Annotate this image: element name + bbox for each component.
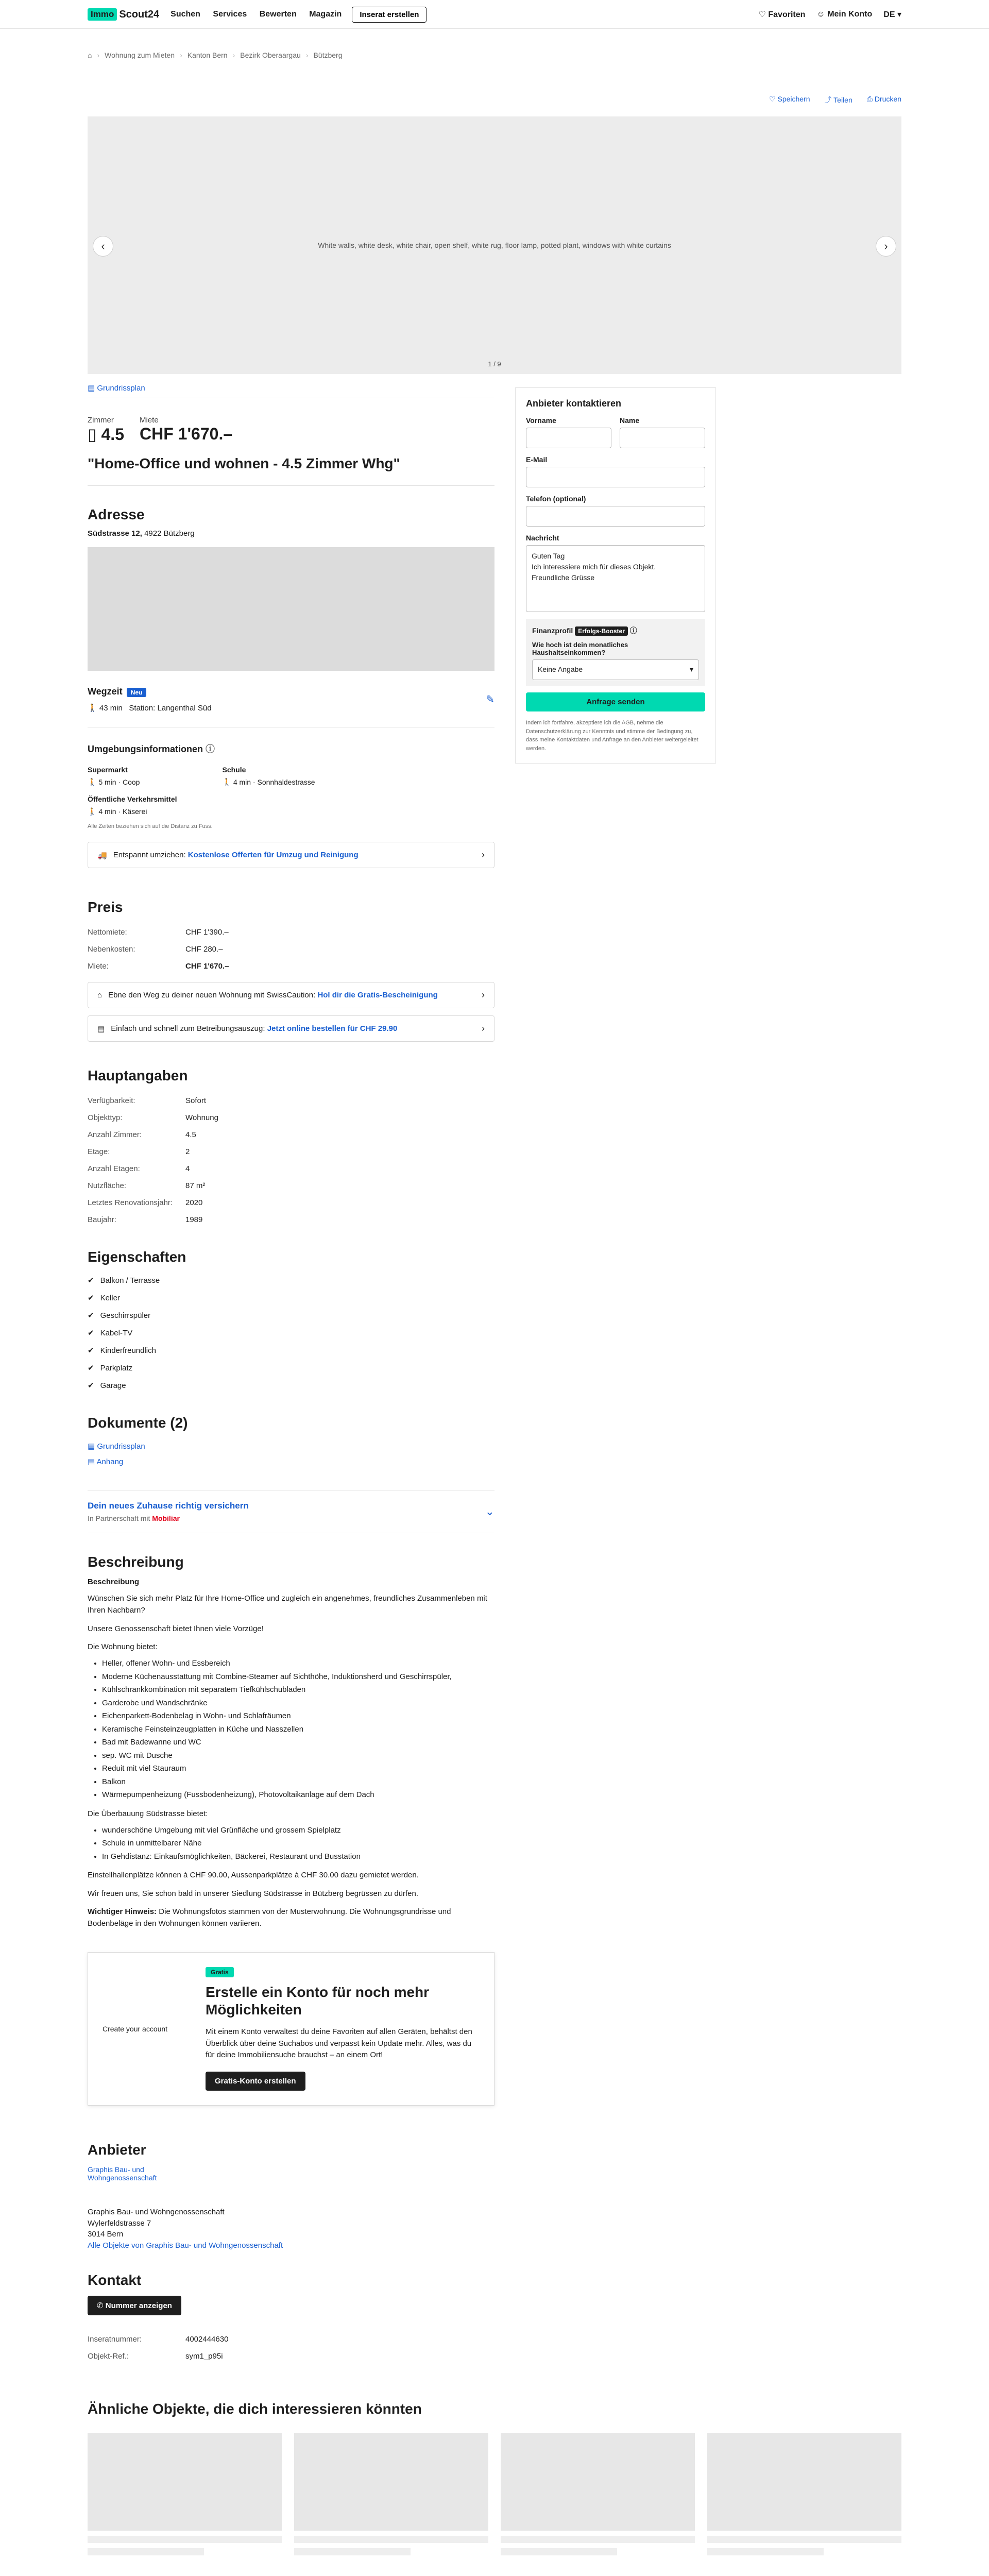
fact-value: Sofort xyxy=(185,1096,207,1105)
floorplan-link-label: Grundrissplan xyxy=(97,384,145,393)
account-promo xyxy=(88,1952,494,2106)
home-icon[interactable]: ⌂ xyxy=(88,51,92,59)
chevron-right-icon: › xyxy=(482,990,485,1000)
chevron-right-icon: › xyxy=(482,850,485,860)
nav-magazin[interactable]: Magazin xyxy=(309,10,342,19)
check-icon: ✔ xyxy=(88,1346,94,1355)
skeleton-line xyxy=(707,2536,901,2543)
print-label: Drucken xyxy=(874,95,901,103)
phone-label: Telefon (optional) xyxy=(526,495,586,503)
school-value xyxy=(222,778,315,787)
income-select[interactable] xyxy=(532,659,699,680)
gallery-next-button[interactable] xyxy=(876,236,896,257)
map[interactable] xyxy=(88,547,494,671)
swisscaution-text xyxy=(108,991,438,999)
top-header xyxy=(0,0,989,29)
school-label: Schule xyxy=(222,766,246,774)
similar-card-image xyxy=(707,2433,901,2531)
save-button[interactable] xyxy=(769,95,810,105)
promo-image-alt: Create your account xyxy=(103,2025,168,2033)
documents-heading: Dokumente (2) xyxy=(88,1415,188,1431)
description-paragraph: Wir freuen uns, Sie schon bald in unserer Siedlung Südstrasse in Bützberg begrüssen zu dürfen. xyxy=(88,1889,419,1898)
price-value: CHF 1'390.– xyxy=(185,928,229,937)
check-icon: ✔ xyxy=(88,1381,94,1390)
help-icon[interactable]: ⓘ xyxy=(629,626,637,635)
ref-value: sym1_p95i xyxy=(185,2351,223,2361)
description-list xyxy=(102,1824,494,1863)
features-heading: Eigenschaften xyxy=(88,1249,186,1265)
fact-value: 4.5 xyxy=(185,1130,196,1139)
promo-image xyxy=(103,1967,185,2091)
moving-offer-intro: Entspannt umziehen: xyxy=(113,851,186,859)
feature-item xyxy=(88,1289,494,1307)
favorites-link[interactable] xyxy=(759,9,806,20)
list-item: • Balkon xyxy=(102,1775,494,1789)
walk-icon: 🚶 xyxy=(222,778,231,786)
moving-offer-text xyxy=(113,851,359,859)
provider-city: 3014 Bern xyxy=(88,2230,124,2239)
share-label: Teilen xyxy=(833,96,852,104)
swisscaution-card[interactable] xyxy=(88,982,494,1008)
fact-key: Letztes Renovationsjahr: xyxy=(88,1198,173,1207)
description-paragraph xyxy=(88,1906,494,1930)
fact-key: Anzahl Etagen: xyxy=(88,1164,140,1173)
fact-value: 2 xyxy=(185,1147,190,1156)
feature-label: Garage xyxy=(100,1381,126,1390)
show-number-button[interactable] xyxy=(88,2296,181,2315)
list-item: • Kühlschrankkombination mit separatem Tiefkühlschubladen xyxy=(102,1683,494,1697)
fact-value: 87 m² xyxy=(185,1181,206,1190)
walk-icon: 🚶 xyxy=(88,778,97,786)
description-subheading: Beschreibung xyxy=(88,1578,140,1586)
gallery-image-alt: White walls, white desk, white chair, open shelf, white rug, floor lamp, potted plant, windows with white curtains xyxy=(318,241,671,249)
listing-actions xyxy=(88,95,901,105)
info-icon[interactable]: ⓘ xyxy=(206,744,215,754)
address-section xyxy=(88,506,494,671)
route-info xyxy=(88,703,212,713)
document-icon: ▤ xyxy=(97,1024,105,1033)
document-label: Grundrissplan xyxy=(97,1442,145,1451)
insurance-partner-label: In Partnerschaft mit xyxy=(88,1514,150,1522)
language-label: DE xyxy=(883,10,895,19)
table-row xyxy=(88,958,229,975)
print-icon: ⎙ xyxy=(866,95,873,103)
logo[interactable]: Immo Scout24 xyxy=(88,8,159,21)
list-item: • Reduit mit viel Stauraum xyxy=(102,1762,494,1775)
table-row xyxy=(88,1092,218,1109)
main-nav xyxy=(170,10,352,19)
ref-value: 4002444630 xyxy=(185,2334,229,2344)
fact-key: Etage: xyxy=(88,1147,110,1156)
contact-form xyxy=(515,387,716,764)
feature-item xyxy=(88,1342,494,1359)
door-icon: ▯ xyxy=(88,425,97,444)
table-row xyxy=(88,1143,218,1160)
document-link[interactable] xyxy=(88,1438,494,1454)
school-text: 4 min · Sonnhaldestrasse xyxy=(233,778,315,786)
list-item: • wunderschöne Umgebung mit viel Grünfläche und grossem Spielplatz xyxy=(102,1824,494,1837)
nav-bewerten[interactable]: Bewerten xyxy=(259,10,297,19)
breadcrumb xyxy=(88,42,901,68)
table-row xyxy=(88,941,229,958)
skeleton-line xyxy=(88,2536,282,2543)
ref-key: Inseratnummer: xyxy=(88,2334,142,2344)
transport-value xyxy=(88,807,494,816)
fact-key: Nutzfläche: xyxy=(88,1181,127,1190)
breadcrumb-item[interactable]: Wohnung zum Mieten xyxy=(105,51,175,59)
price-heading: Preis xyxy=(88,899,123,915)
favorites-label: Favoriten xyxy=(768,10,806,19)
feature-item xyxy=(88,1272,494,1289)
image-gallery[interactable] xyxy=(88,116,901,374)
edit-route-icon[interactable]: ✎ xyxy=(486,694,494,705)
account-link[interactable] xyxy=(816,10,872,19)
description-paragraph: Wünschen Sie sich mehr Platz für Ihre Home-Office und zugleich ein angenehmes, freundliches Zusammenleben mit Ihren Nachbarn? xyxy=(88,1594,487,1615)
document-icon: ▤ xyxy=(88,384,95,393)
gallery-prev-button[interactable] xyxy=(93,236,113,257)
provider-name: Graphis Bau- und Wohngenossenschaft xyxy=(88,2207,225,2216)
route-time: 43 min xyxy=(99,704,123,713)
similar-card[interactable] xyxy=(88,2433,282,2555)
skeleton-line xyxy=(707,2548,824,2555)
table-row xyxy=(88,1126,218,1143)
description-paragraph: Die Überbauung Südstrasse bietet: xyxy=(88,1809,208,1818)
transport-text: 4 min · Käserei xyxy=(98,807,147,816)
print-button[interactable] xyxy=(867,95,901,105)
phone-icon: ✆ xyxy=(97,2301,104,2310)
swisscaution-intro: Ebne den Weg zu deiner neuen Wohnung mit SwissCaution: xyxy=(108,991,316,999)
address-street: Südstrasse 12, xyxy=(88,529,142,538)
facts-section xyxy=(88,1067,494,1228)
price-value: CHF 280.– xyxy=(185,945,223,954)
truck-icon: 🚚 xyxy=(97,851,107,860)
list-item: • Keramische Feinsteinzeugplatten in Küche und Nasszellen xyxy=(102,1723,494,1736)
route-station: Station: Langenthal Süd xyxy=(129,704,212,713)
feature-label: Parkplatz xyxy=(100,1363,133,1372)
table-row xyxy=(88,924,229,941)
share-icon: ⤴ xyxy=(824,96,832,104)
features-section xyxy=(88,1249,494,1394)
message-field[interactable]: Guten Tag Ich interessiere mich für dieses Objekt. Freundliche Grüsse xyxy=(526,545,705,612)
skeleton-line xyxy=(294,2548,411,2555)
feature-item xyxy=(88,1307,494,1324)
price-key: Nettomiete: xyxy=(88,928,127,937)
breadcrumb-item[interactable]: Bützberg xyxy=(313,51,343,59)
check-icon: ✔ xyxy=(88,1364,94,1372)
list-item: • Eichenparkett-Bodenbelag in Wohn- und Schlafräumen xyxy=(102,1709,494,1723)
list-item: • sep. WC mit Dusche xyxy=(102,1749,494,1762)
firstname-label: Vorname xyxy=(526,416,556,425)
fact-value: 1989 xyxy=(185,1215,203,1224)
check-icon: ✔ xyxy=(88,1294,94,1302)
rent-value: CHF 1'670.– xyxy=(139,425,233,443)
email-field[interactable] xyxy=(526,467,705,487)
contact-section xyxy=(88,2272,494,2365)
contact-form-heading: Anbieter kontaktieren xyxy=(526,398,622,409)
price-table xyxy=(88,924,229,975)
account-label: Mein Konto xyxy=(827,10,873,19)
table-row xyxy=(88,1177,218,1194)
similar-card-image xyxy=(501,2433,695,2531)
documents-section xyxy=(88,1415,494,1469)
surroundings-heading xyxy=(88,742,494,755)
list-item: • In Gehdistanz: Einkaufsmöglichkeiten, Bäckerei, Restaurant und Busstation xyxy=(102,1850,494,1863)
contact-heading: Kontakt xyxy=(88,2272,142,2288)
description-paragraph: Die Wohnung bietet: xyxy=(88,1642,158,1651)
chevron-right-icon: › xyxy=(884,240,888,252)
breadcrumb-separator: › xyxy=(232,51,235,59)
supermarket-value xyxy=(88,778,140,787)
booster-badge: Erfolgs-Booster xyxy=(575,626,628,636)
feature-label: Kabel-TV xyxy=(100,1328,133,1337)
gallery-counter: 1 / 9 xyxy=(488,360,501,368)
transport-label: Öffentliche Verkehrsmittel xyxy=(88,795,177,803)
description-paragraph: Unsere Genossenschaft bietet Ihnen viele Vorzüge! xyxy=(88,1624,264,1633)
supermarket-text: 5 min · Coop xyxy=(98,778,140,786)
form-disclaimer: Indem ich fortfahre, akzeptiere ich die AGB, nehme die Datenschutzerklärung zur Kenntnis und stimme der Bedingung zu, dass meine Kontaktdaten und Anfrage an den Anbieter weitergeleitet werden. xyxy=(526,720,698,752)
similar-heading: Ähnliche Objekte, die dich interessieren könnten xyxy=(88,2400,422,2417)
income-value: Keine Angabe xyxy=(538,665,583,673)
house-icon: ⌂ xyxy=(97,991,103,999)
fact-key: Objekttyp: xyxy=(88,1113,123,1122)
insurance-banner[interactable] xyxy=(88,1490,494,1533)
heart-icon: ♡ xyxy=(758,10,766,19)
new-badge: Neu xyxy=(127,688,147,697)
send-request-button[interactable]: Anfrage senden xyxy=(526,692,705,711)
debt-extract-text xyxy=(111,1024,397,1033)
debt-extract-card[interactable] xyxy=(88,1015,494,1042)
price-value: CHF 1'670.– xyxy=(185,962,229,971)
similar-card-image xyxy=(294,2433,488,2531)
rooms-value: 4.5 xyxy=(101,425,124,444)
mobiliar-logo: Mobiliar xyxy=(152,1514,180,1522)
list-item: • Bad mit Badewanne und WC xyxy=(102,1736,494,1749)
table-row xyxy=(88,1109,218,1126)
breadcrumb-separator: › xyxy=(180,51,182,59)
heart-icon: ♡ xyxy=(769,95,776,103)
supermarket-label: Supermarkt xyxy=(88,766,128,774)
important-note-label: Wichtiger Hinweis: xyxy=(88,1907,157,1916)
chevron-left-icon: ‹ xyxy=(101,240,105,252)
contact-form-column xyxy=(515,387,716,2365)
check-icon: ✔ xyxy=(88,1311,94,1320)
table-row xyxy=(88,1194,218,1211)
fact-key: Anzahl Zimmer: xyxy=(88,1130,142,1139)
walk-icon: 🚶 xyxy=(88,704,97,713)
feature-label: Keller xyxy=(100,1293,120,1302)
skeleton-line xyxy=(294,2536,488,2543)
provider-all-listings-link[interactable]: Alle Objekte von Graphis Bau- und Wohngenossenschaft xyxy=(88,2241,283,2250)
provider-logo[interactable]: Graphis Bau- und Wohngenossenschaft xyxy=(88,2165,157,2182)
surroundings-note: Alle Zeiten beziehen sich auf die Distanz zu Fuss. xyxy=(88,823,213,829)
lastname-label: Name xyxy=(620,416,640,425)
document-link[interactable] xyxy=(88,1454,494,1469)
fact-value: 4 xyxy=(185,1164,190,1173)
important-note-text: Die Wohnungsfotos stammen von der Musterwohnung. Die Wohnungsgrundrisse und Bodenbeläge in den Wohnungen können variieren. xyxy=(88,1907,451,1928)
list-item: • Garderobe und Wandschränke xyxy=(102,1697,494,1710)
list-item: • Schule in unmittelbarer Nähe xyxy=(102,1837,494,1850)
key-facts xyxy=(88,416,494,444)
table-row xyxy=(88,2348,228,2365)
description-heading: Beschreibung xyxy=(88,1554,184,1570)
similar-card[interactable] xyxy=(294,2433,488,2555)
list-item: • Moderne Küchenausstattung mit Combine-Steamer auf Sichthöhe, Induktionsherd und Geschirrspüler, xyxy=(102,1670,494,1684)
similar-card-image xyxy=(88,2433,282,2531)
chevron-down-icon: ▾ xyxy=(689,665,693,673)
table-row xyxy=(88,2331,228,2348)
breadcrumb-separator: › xyxy=(305,51,309,59)
language-select[interactable]: DE ▾ xyxy=(883,10,901,19)
document-label: Anhang xyxy=(96,1458,124,1466)
promo-title: Erstelle ein Konto für noch mehr Möglichkeiten xyxy=(206,1984,430,2018)
surroundings-section xyxy=(88,727,494,829)
surroundings-grid xyxy=(88,766,494,787)
similar-card[interactable] xyxy=(707,2433,901,2555)
lastname-field[interactable] xyxy=(620,428,705,448)
create-account-button[interactable]: Gratis-Konto erstellen xyxy=(206,2072,305,2091)
similar-section xyxy=(88,2401,901,2555)
email-label: E-Mail xyxy=(526,455,548,464)
list-item: • Wärmepumpenheizung (Fussbodenheizung), Photovoltaikanlage auf dem Dach xyxy=(102,1788,494,1802)
skeleton-line xyxy=(501,2548,617,2555)
income-question: Wie hoch ist dein monatliches Haushaltseinkommen? xyxy=(532,641,628,656)
user-icon: ☺ xyxy=(816,10,825,19)
nav-services[interactable]: Services xyxy=(213,10,247,19)
facts-table xyxy=(88,1092,218,1228)
create-listing-button[interactable]: Inserat erstellen xyxy=(352,7,427,23)
document-icon: ▤ xyxy=(88,1442,95,1451)
fact-value: Wohnung xyxy=(185,1113,218,1122)
chevron-down-icon: ⌄ xyxy=(485,1505,494,1518)
surroundings-heading-text: Umgebungsinformationen xyxy=(88,744,203,754)
finance-profile xyxy=(526,619,705,686)
nav-suchen[interactable]: Suchen xyxy=(170,10,200,19)
similar-card[interactable] xyxy=(501,2433,695,2555)
document-icon: ▤ xyxy=(88,1458,95,1466)
route-heading: Wegzeit xyxy=(88,686,123,697)
facts-heading: Hauptangaben xyxy=(88,1067,188,1083)
save-label: Speichern xyxy=(777,95,810,103)
description-paragraph: Einstellhallenplätze können à CHF 90.00, Aussenparkplätze à CHF 30.00 dazu gemietet werden. xyxy=(88,1871,419,1880)
insurance-partner xyxy=(88,1514,249,1522)
phone-field[interactable] xyxy=(526,506,705,527)
skeleton-line xyxy=(501,2536,695,2543)
floorplan-link[interactable] xyxy=(88,378,494,398)
breadcrumb-item[interactable]: Bezirk Oberaargau xyxy=(240,51,301,59)
table-row xyxy=(88,1160,218,1177)
moving-offer-link: Kostenlose Offerten für Umzug und Reinigung xyxy=(187,851,359,859)
description-section xyxy=(88,1554,494,1929)
breadcrumb-separator: › xyxy=(97,51,100,59)
feature-label: Kinderfreundlich xyxy=(100,1346,156,1355)
feature-item xyxy=(88,1377,494,1394)
skeleton-line xyxy=(88,2548,204,2555)
share-button[interactable] xyxy=(825,95,852,105)
price-key: Miete: xyxy=(88,962,109,971)
message-label: Nachricht xyxy=(526,534,559,542)
swisscaution-link: Hol dir die Gratis-Bescheinigung xyxy=(317,991,438,999)
price-key: Nebenkosten: xyxy=(88,945,135,954)
rooms-label: Zimmer xyxy=(88,416,114,425)
feature-item xyxy=(88,1359,494,1377)
reference-table xyxy=(88,2331,228,2365)
walk-icon: 🚶 xyxy=(88,807,97,816)
check-icon: ✔ xyxy=(88,1276,94,1285)
ref-key: Objekt-Ref.: xyxy=(88,2351,129,2361)
gratis-badge: Gratis xyxy=(206,1967,234,1977)
feature-label: Balkon / Terrasse xyxy=(100,1276,160,1285)
provider-heading: Anbieter xyxy=(88,2141,146,2158)
rent-label: Miete xyxy=(139,416,159,425)
chevron-right-icon: › xyxy=(482,1023,485,1033)
list-item: • Heller, offener Wohn- und Essbereich xyxy=(102,1657,494,1670)
promo-text: Mit einem Konto verwaltest du deine Favoriten auf allen Geräten, behältst den Überblick über deine Suchabos und verpasst kein Update mehr. Alles, was du für deine Immobiliensuche brauchst – an einem Ort! xyxy=(206,2027,472,2060)
show-number-label: Nummer anzeigen xyxy=(105,2301,172,2310)
listing-title: "Home-Office und wohnen - 4.5 Zimmer Whg" xyxy=(88,455,494,486)
feature-label: Geschirrspüler xyxy=(100,1311,151,1320)
check-icon: ✔ xyxy=(88,1329,94,1337)
breadcrumb-item[interactable]: Kanton Bern xyxy=(187,51,228,59)
table-row xyxy=(88,1211,218,1228)
provider-section xyxy=(88,2142,494,2251)
firstname-field[interactable] xyxy=(526,428,611,448)
route-section xyxy=(88,686,494,713)
price-section xyxy=(88,899,494,1042)
moving-offer-card[interactable] xyxy=(88,842,494,868)
description-list xyxy=(102,1657,494,1802)
debt-extract-intro: Einfach und schnell zum Betreibungsauszug: xyxy=(111,1024,265,1033)
fact-key: Verfügbarkeit: xyxy=(88,1096,135,1105)
insurance-title: Dein neues Zuhause richtig versichern xyxy=(88,1501,249,1511)
address-line xyxy=(88,529,494,538)
address-heading: Adresse xyxy=(88,506,145,522)
feature-item xyxy=(88,1324,494,1342)
fact-key: Baujahr: xyxy=(88,1215,116,1224)
fact-value: 2020 xyxy=(185,1198,203,1207)
finance-label: Finanzprofil xyxy=(532,626,573,635)
address-city: 4922 Bützberg xyxy=(144,529,195,538)
debt-extract-link: Jetzt online bestellen für CHF 29.90 xyxy=(267,1024,398,1033)
main-column xyxy=(88,374,494,2365)
provider-street: Wylerfeldstrasse 7 xyxy=(88,2218,151,2228)
